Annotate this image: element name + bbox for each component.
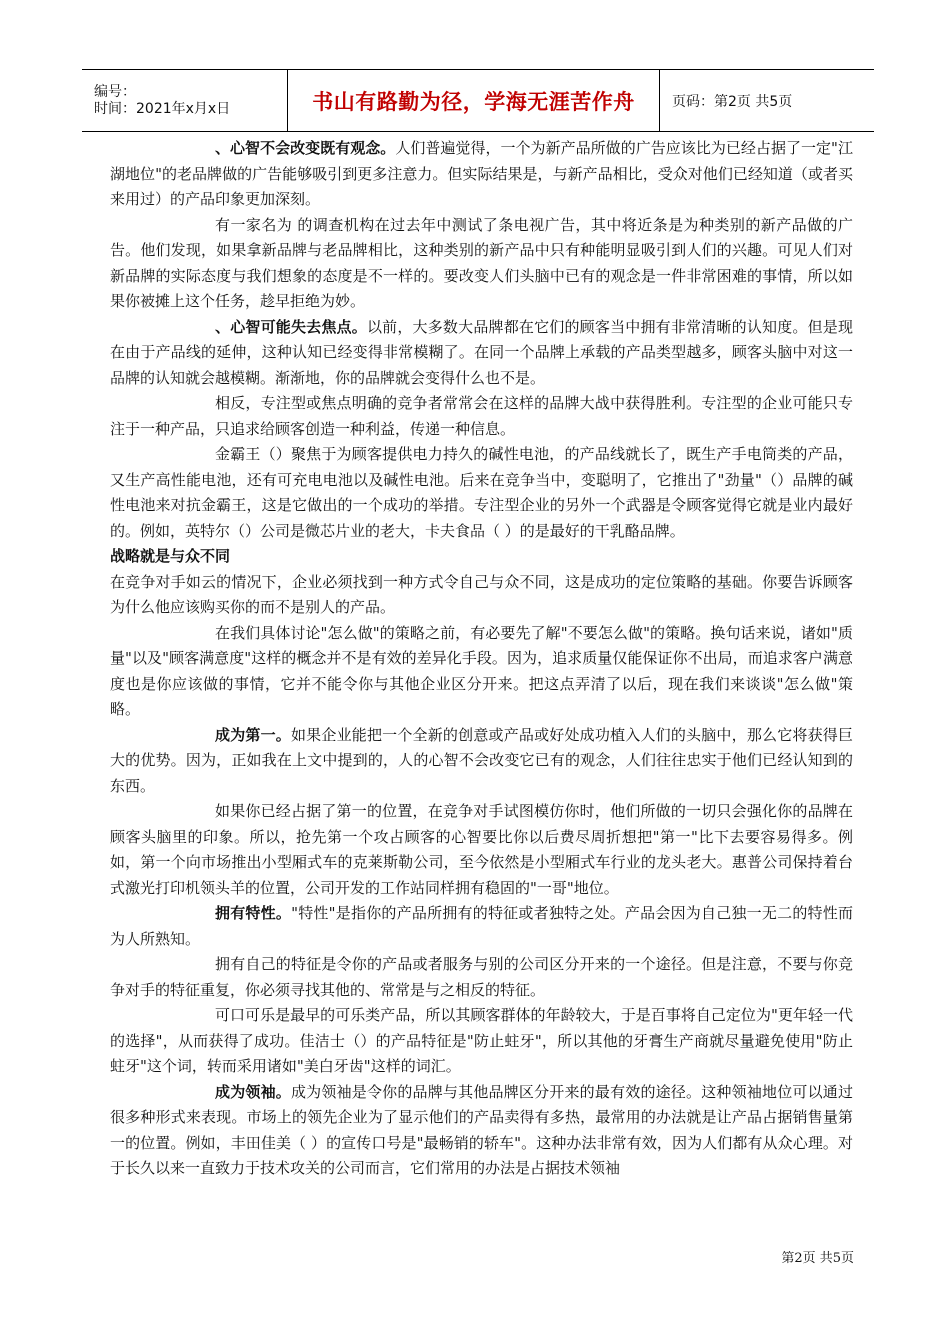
document-body xyxy=(110,136,853,1182)
paragraph-text: "特性"是指你的产品所拥有的特征或者独特之处。产品会因为自己独一无二的特性而为人所熟知。 xyxy=(110,904,853,948)
header-meta xyxy=(82,70,287,131)
paragraph-lead: 成为领袖。 xyxy=(215,1082,291,1101)
paragraph-lead: 拥有特性。 xyxy=(215,904,292,922)
page-header xyxy=(82,69,874,132)
paragraph-text: 在竞争对手如云的情况下，企业必须找到一种方式令自己与众不同，这是成功的定位策略的基础。你要告诉顾客为什么他应该购买你的而不是别人的产品。 xyxy=(110,572,853,616)
paragraph xyxy=(110,315,853,392)
paragraph xyxy=(110,391,853,442)
section-heading: 战略就是与众不同 xyxy=(110,547,231,565)
paragraph-text: 成为领袖是令你的品牌与其他品牌区分开来的最有效的途径。这种领袖地位可以通过很多种形式来表现。市场上的领先企业为了显示他们的产品卖得有多热，最常用的办法就是让产品占据销售量第一的位置。例如，丰田佳美（ ）的宣传口号是"最畅销的轿车"。这种办法非常有效，因为人们都有从众心理。对于长久以来一直致力于技术攻关的公司而言，它们常用的办法是占据技术领袖 xyxy=(110,1082,853,1177)
motto: 书山有路勤为径，学海无涯苦作舟 xyxy=(312,89,635,114)
paragraph-text: 相反，专注型或焦点明确的竞争者常常会在这样的品牌大战中获得胜利。专注型的企业可能只专注于一种产品，只追求给顾客创造一种利益，传递一种信息。 xyxy=(110,394,853,438)
paragraph-text: 在我们具体讨论"怎么做"的策略之前，有必要先了解"不要怎么做"的策略。换句话来说，诸如"质量"以及"顾客满意度"这样的概念并不是有效的差异化手段。因为，追求质量仅能保证你不出局，而追求客户满意度也是你应该做的事情，它并不能令你与其他企业区分开来。把这点弄清了以后，现在我们来谈谈"怎么做"策略。 xyxy=(110,623,853,718)
paragraph-text: 有一家名为 的调查机构在过去年中测试了条电视广告，其中将近条是为种类别的新产品做的广告。他们发现，如果拿新品牌与老品牌相比，这种类别的新产品中只有种能明显吸引到人们的兴趣。可见人们对新品牌的实际态度与我们想象的态度是不一样的。要改变人们头脑中已有的观念是一件非常困难的事情，所以如果你被摊上这个任务，趁早拒绝为妙。 xyxy=(110,215,853,310)
paragraph xyxy=(110,1080,853,1182)
paragraph xyxy=(110,952,853,1003)
date-label: 时间：2021年x月x日 xyxy=(94,100,231,117)
number-label: 编号： xyxy=(94,83,136,100)
paragraph-text: 拥有自己的特征是令你的产品或者服务与别的公司区分开来的一个途径。但是注意，不要与你竞争对手的特征重复，你必须寻找其他的、常常是与之相反的特征。 xyxy=(110,955,853,999)
paragraph-text: 人们普遍觉得，一个为新产品所做的广告应该比为已经占据了一定"江湖地位"的老品牌做的广告能够吸引到更多注意力。但实际结果是，与新产品相比，受众对他们已经知道（或者买来用过）的产品印象更加深刻。 xyxy=(110,139,853,208)
paragraph xyxy=(110,213,853,315)
paragraph-text: 以前，大多数大品牌都在它们的顾客当中拥有非常清晰的认知度。但是现在由于产品线的延伸，这种认知已经变得非常模糊了。在同一个品牌上承载的产品类型越多，顾客头脑中对这一品牌的认知就会越模糊。渐渐地，你的品牌就会变得什么也不是。 xyxy=(110,317,853,387)
page-footer: 第2页 共5页 xyxy=(781,1251,854,1266)
paragraph xyxy=(110,799,853,901)
paragraph xyxy=(110,570,853,621)
paragraph-text: 可口可乐是最早的可乐类产品，所以其顾客群体的年龄较大，于是百事将自己定位为"更年轻一代的选择"，从而获得了成功。佳洁士（）的产品特征是"防止蛀牙"，所以其他的牙膏生产商就尽量避免使用"防止蛀牙"这个词，转而采用诸如"美白牙齿"这样的词汇。 xyxy=(110,1006,853,1075)
paragraph xyxy=(110,723,853,800)
paragraph-lead: 成为第一。 xyxy=(215,725,291,744)
paragraph xyxy=(110,621,853,723)
paragraph-text: 如果你已经占据了第一的位置，在竞争对手试图模仿你时，他们所做的一切只会强化你的品牌在顾客头脑里的印象。所以，抢先第一个攻占顾客的心智要比你以后费尽周折想把"第一"比下去要容易得多。例如，第一个向市场推出小型厢式车的克莱斯勒公司，至今依然是小型厢式车行业的龙头老大。惠普公司保持着台式激光打印机领头羊的位置，公司开发的工作站同样拥有稳固的"一哥"地位。 xyxy=(110,802,853,897)
page-label: 页码：第2页 共5页 xyxy=(672,93,793,110)
header-page-cell xyxy=(660,70,874,131)
paragraph xyxy=(110,136,853,213)
paragraph-text: 如果企业能把一个全新的创意或产品或好处成功植入人们的头脑中，那么它将获得巨大的优势。因为，正如我在上文中提到的，人的心智不会改变它已有的观念，人们往往忠实于他们已经认知到的东西。 xyxy=(110,725,853,795)
paragraph-text: 金霸王（）聚焦于为顾客提供电力持久的碱性电池，的产品线就长了，既生产手电筒类的产品，又生产高性能电池，还有可充电电池以及碱性电池。后来在竞争当中，变聪明了，它推出了"劲量"（）品牌的碱性电池来对抗金霸王，这是它做出的一个成功的举措。专注型企业的另外一个武器是令顾客觉得它就是业内最好的。例如，英特尔（）公司是微芯片业的老大，卡夫食品（ ）的是最好的干乳酪品牌。 xyxy=(110,445,853,540)
paragraph xyxy=(110,1003,853,1080)
paragraph xyxy=(110,442,853,544)
header-motto-cell xyxy=(287,70,660,131)
paragraph xyxy=(110,901,853,952)
paragraph-lead: 、心智可能失去焦点。 xyxy=(215,317,367,336)
paragraph-lead: 、心智不会改变既有观念。 xyxy=(215,139,396,157)
